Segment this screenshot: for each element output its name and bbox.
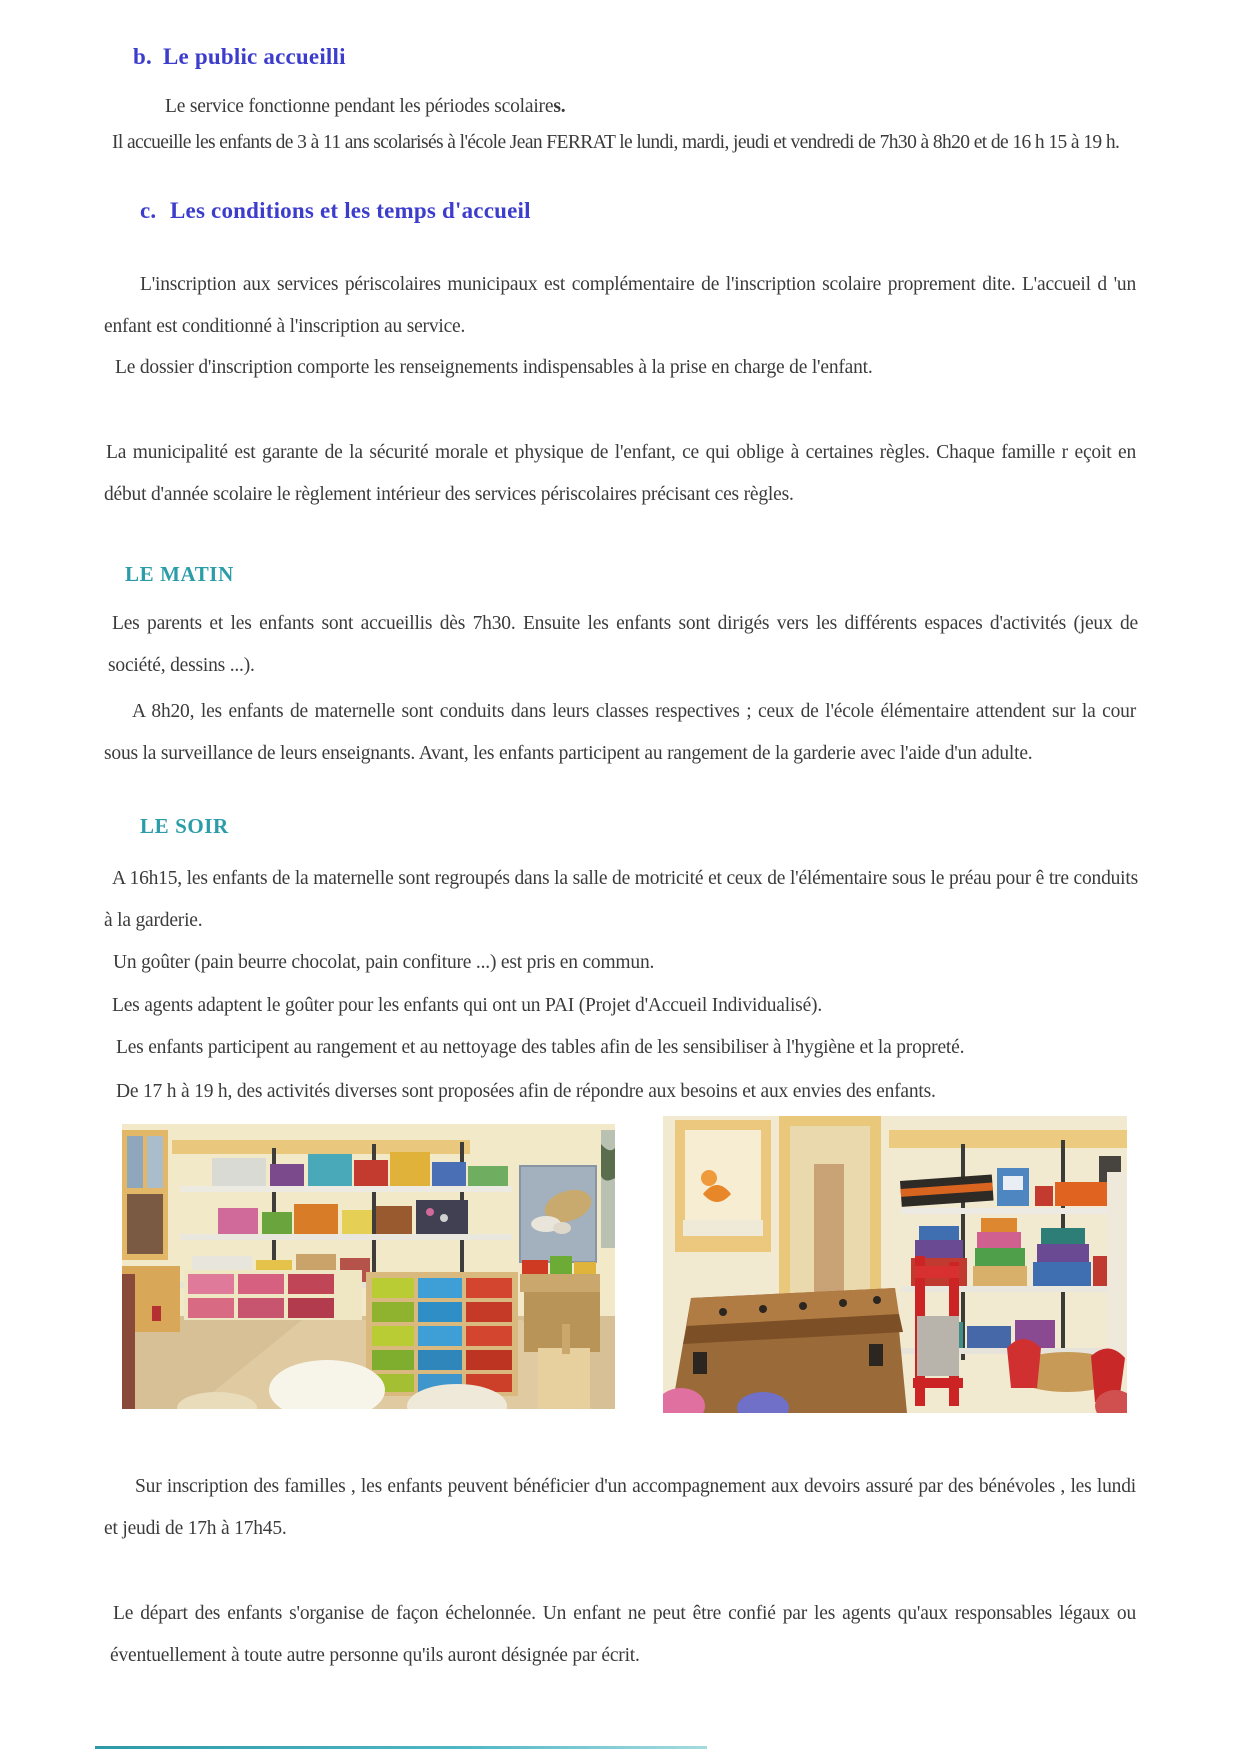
- para-accompagnement-devoirs: Sur inscription des familles , les enfants peuvent bénéficier d'un accompagnement aux devoirs assuré par des bénévoles , les lundi et jeudi de 17h à 17h45.: [104, 1476, 1136, 1539]
- para-rangement-nettoyage: Les enfants participent au rangement et au nettoyage des tables afin de les sensibiliser à l'hygiène et la propreté.: [116, 1037, 965, 1058]
- para-8h20-maternelle: A 8h20, les enfants de maternelle sont conduits dans leurs classes respectives ; ceux de l'école élémentaire attendent sur la cour sous la surveillance de leurs enseignants. Avant, les enfants participent au rangement de la garderie avec l'aide d'un adulte.: [104, 701, 1136, 764]
- para-gouter-commun: Un goûter (pain beurre chocolat, pain confiture ...) est pris en commun.: [113, 952, 655, 973]
- heading-b-marker: b.: [133, 44, 152, 69]
- heading-conditions-temps-accueil: [140, 198, 531, 224]
- para-dossier-inscription: Le dossier d'inscription comporte les renseignements indispensables à la prise en charge de l'enfant.: [115, 357, 873, 378]
- page-border-bottom-line: [95, 1746, 707, 1749]
- para-service-text: Le service fonctionne pendant les périodes scolaire: [165, 96, 554, 117]
- heading-b-label: Le public accueilli: [163, 44, 346, 69]
- para-accueil-enfants: Il accueille les enfants de 3 à 11 ans scolarisés à l'école Jean FERRAT le lundi, mardi, jeudi et vendredi de 7h30 à 8h20 et de 16 h 15 à 19 h.: [112, 132, 1120, 153]
- photo-salle-jeux-etageres: [122, 1124, 615, 1409]
- para-inscription-services: L'inscription aux services périscolaires municipaux est complémentaire de l'inscription scolaire proprement dite. L'accueil d 'un enfant est conditionné à l'inscription au service.: [104, 274, 1136, 337]
- para-activites-17-19: De 17 h à 19 h, des activités diverses sont proposées afin de répondre aux besoins et aux envies des enfants.: [116, 1081, 936, 1102]
- para-16h15-regroupes: A 16h15, les enfants de la maternelle sont regroupés dans la salle de motricité et ceux de l'élémentaire sous le préau pour ê tre conduits à la garderie.: [104, 868, 1138, 931]
- heading-c-label: Les conditions et les temps d'accueil: [170, 198, 531, 223]
- para-municipalite-securite: La municipalité est garante de la sécurité morale et physique de l'enfant, ce qui oblige à certaines règles. Chaque famille r eçoit en début d'année scolaire le règlement intérieur des services périscolaires précisant ces règles.: [104, 442, 1136, 505]
- heading-c-marker: c.: [140, 198, 157, 223]
- para-service-bold-suffix: s.: [553, 96, 566, 117]
- para-parents-accueillis: Les parents et les enfants sont accueillis dès 7h30. Ensuite les enfants sont dirigés vers les différents espaces d'activités (jeux de société, dessins ...).: [108, 613, 1138, 676]
- para-agents-pai: Les agents adaptent le goûter pour les enfants qui ont un PAI (Projet d'Accueil Individualisé).: [112, 995, 822, 1016]
- heading-le-matin: LE MATIN: [125, 562, 234, 586]
- heading-le-soir: LE SOIR: [140, 814, 229, 838]
- photo-salle-jeux-babyfoot: [663, 1116, 1127, 1413]
- heading-public-accueilli: [133, 44, 346, 70]
- para-depart-echelonne: Le départ des enfants s'organise de façon échelonnée. Un enfant ne peut être confié par les agents qu'aux responsables légaux ou éventuellement à toute autre personne qu'ils auront désignée par écrit.: [110, 1603, 1136, 1666]
